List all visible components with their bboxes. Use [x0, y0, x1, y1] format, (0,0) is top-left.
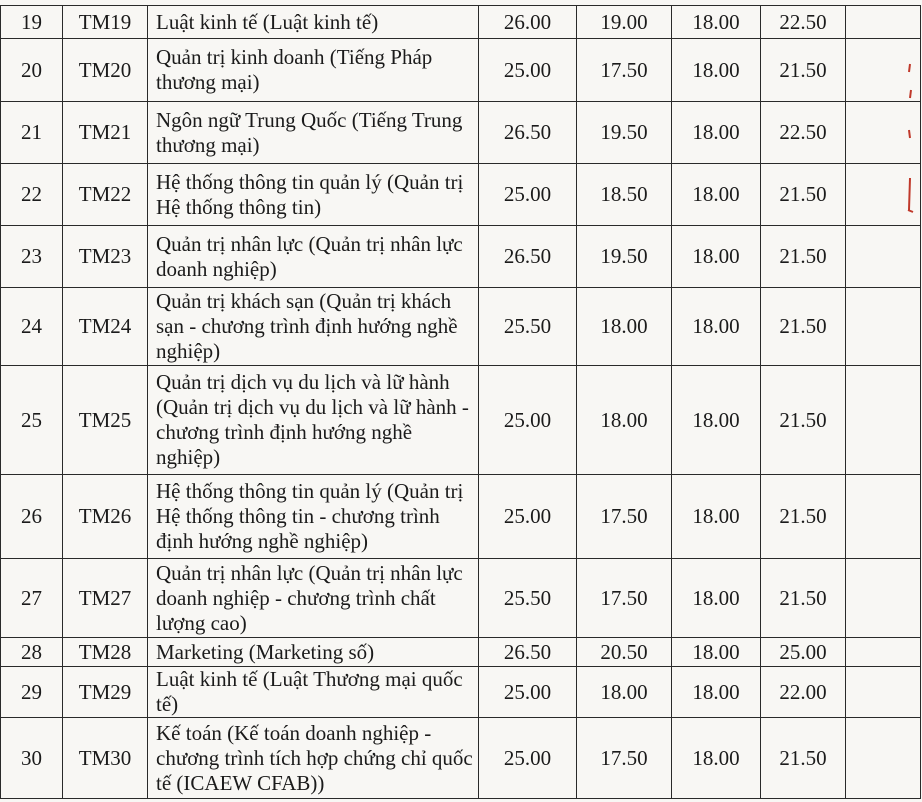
table-row: [1, 559, 921, 638]
program-name-cell: Luật kinh tế (Luật Thương mại quốc tế): [148, 667, 479, 718]
score-cell-2: 19.50: [577, 102, 672, 164]
program-code-cell: TM21: [63, 102, 148, 164]
score-cell-1: 25.00: [479, 39, 577, 102]
score-cell-2: 19.50: [577, 226, 672, 288]
score-cell-2: 17.50: [577, 718, 672, 799]
note-cell: [846, 6, 921, 39]
program-code-cell: TM27: [63, 559, 148, 638]
note-cell: [846, 366, 921, 475]
score-cell-3: 18.00: [672, 226, 761, 288]
program-code-cell: TM28: [63, 638, 148, 667]
score-cell-3: 18.00: [672, 288, 761, 366]
program-name-cell: Marketing (Marketing số): [148, 638, 479, 667]
score-cell-2: 19.00: [577, 6, 672, 39]
score-cell-4: 22.50: [761, 6, 846, 39]
score-cell-1: 25.00: [479, 718, 577, 799]
score-cell-1: 26.50: [479, 226, 577, 288]
table-row: [1, 366, 921, 475]
program-code-cell: TM22: [63, 164, 148, 226]
score-cell-1: 25.50: [479, 559, 577, 638]
score-cell-2: 20.50: [577, 638, 672, 667]
program-name-cell: Quản trị nhân lực (Quản trị nhân lực doanh nghiệp - chương trình chất lượng cao): [148, 559, 479, 638]
score-cell-1: 25.00: [479, 164, 577, 226]
program-code-cell: TM20: [63, 39, 148, 102]
score-cell-2: 18.00: [577, 288, 672, 366]
row-number-cell: 21: [1, 102, 63, 164]
score-cell-3: 18.00: [672, 559, 761, 638]
row-number-cell: 20: [1, 39, 63, 102]
table-row: [1, 718, 921, 799]
table-row: [1, 475, 921, 559]
score-cell-4: 21.50: [761, 164, 846, 226]
table-row: [1, 667, 921, 718]
score-cell-4: 21.50: [761, 39, 846, 102]
score-cell-3: 18.00: [672, 718, 761, 799]
note-cell: [846, 226, 921, 288]
admission-scores-table: [0, 5, 921, 799]
score-cell-2: 18.00: [577, 366, 672, 475]
program-name-cell: Hệ thống thông tin quản lý (Quản trị Hệ thống thông tin - chương trình định hướng nghề nghiệp): [148, 475, 479, 559]
table-row: [1, 102, 921, 164]
score-cell-1: 25.50: [479, 288, 577, 366]
program-code-cell: TM23: [63, 226, 148, 288]
program-name-cell: Quản trị khách sạn (Quản trị khách sạn - chương trình định hướng nghề nghiệp): [148, 288, 479, 366]
score-cell-3: 18.00: [672, 366, 761, 475]
score-cell-4: 21.50: [761, 559, 846, 638]
score-cell-3: 18.00: [672, 475, 761, 559]
score-cell-4: 22.00: [761, 667, 846, 718]
score-cell-1: 26.50: [479, 638, 577, 667]
score-cell-1: 26.50: [479, 102, 577, 164]
row-number-cell: 19: [1, 6, 63, 39]
row-number-cell: 28: [1, 638, 63, 667]
program-name-cell: Quản trị kinh doanh (Tiếng Pháp thương mại): [148, 39, 479, 102]
score-cell-3: 18.00: [672, 638, 761, 667]
score-cell-3: 18.00: [672, 667, 761, 718]
table-row: [1, 164, 921, 226]
row-number-cell: 22: [1, 164, 63, 226]
row-number-cell: 23: [1, 226, 63, 288]
program-code-cell: TM25: [63, 366, 148, 475]
score-cell-3: 18.00: [672, 39, 761, 102]
program-code-cell: TM30: [63, 718, 148, 799]
score-cell-3: 18.00: [672, 164, 761, 226]
score-cell-1: 25.00: [479, 667, 577, 718]
note-cell: [846, 638, 921, 667]
score-cell-2: 17.50: [577, 559, 672, 638]
table-row: [1, 6, 921, 39]
score-cell-4: 21.50: [761, 366, 846, 475]
score-cell-4: 21.50: [761, 288, 846, 366]
program-name-cell: Hệ thống thông tin quản lý (Quản trị Hệ thống thông tin): [148, 164, 479, 226]
score-cell-2: 18.00: [577, 667, 672, 718]
table-row: [1, 638, 921, 667]
table-row: [1, 226, 921, 288]
note-cell: [846, 288, 921, 366]
score-cell-1: 25.00: [479, 366, 577, 475]
program-name-cell: Ngôn ngữ Trung Quốc (Tiếng Trung thương mại): [148, 102, 479, 164]
note-cell: [846, 475, 921, 559]
row-number-cell: 25: [1, 366, 63, 475]
row-number-cell: 29: [1, 667, 63, 718]
score-cell-4: 25.00: [761, 638, 846, 667]
score-cell-4: 21.50: [761, 718, 846, 799]
score-cell-4: 21.50: [761, 226, 846, 288]
score-cell-2: 17.50: [577, 475, 672, 559]
note-cell: [846, 559, 921, 638]
table-body: [1, 6, 921, 799]
program-code-cell: TM29: [63, 667, 148, 718]
score-cell-2: 18.50: [577, 164, 672, 226]
handwritten-margin-mark: [904, 60, 916, 230]
score-cell-3: 18.00: [672, 102, 761, 164]
score-cell-1: 26.00: [479, 6, 577, 39]
program-code-cell: TM24: [63, 288, 148, 366]
row-number-cell: 27: [1, 559, 63, 638]
program-name-cell: Quản trị dịch vụ du lịch và lữ hành (Quản trị dịch vụ du lịch và lữ hành - chương trình định hướng nghề nghiệp): [148, 366, 479, 475]
note-cell: [846, 718, 921, 799]
table-row: [1, 288, 921, 366]
score-cell-4: 22.50: [761, 102, 846, 164]
program-code-cell: TM19: [63, 6, 148, 39]
program-name-cell: Luật kinh tế (Luật kinh tế): [148, 6, 479, 39]
row-number-cell: 30: [1, 718, 63, 799]
row-number-cell: 24: [1, 288, 63, 366]
note-cell: [846, 667, 921, 718]
table-row: [1, 39, 921, 102]
score-cell-1: 25.00: [479, 475, 577, 559]
score-cell-3: 18.00: [672, 6, 761, 39]
score-cell-4: 21.50: [761, 475, 846, 559]
program-name-cell: Kế toán (Kế toán doanh nghiệp - chương trình tích hợp chứng chỉ quốc tế (ICAEW CFAB)): [148, 718, 479, 799]
score-cell-2: 17.50: [577, 39, 672, 102]
row-number-cell: 26: [1, 475, 63, 559]
program-name-cell: Quản trị nhân lực (Quản trị nhân lực doanh nghiệp): [148, 226, 479, 288]
program-code-cell: TM26: [63, 475, 148, 559]
